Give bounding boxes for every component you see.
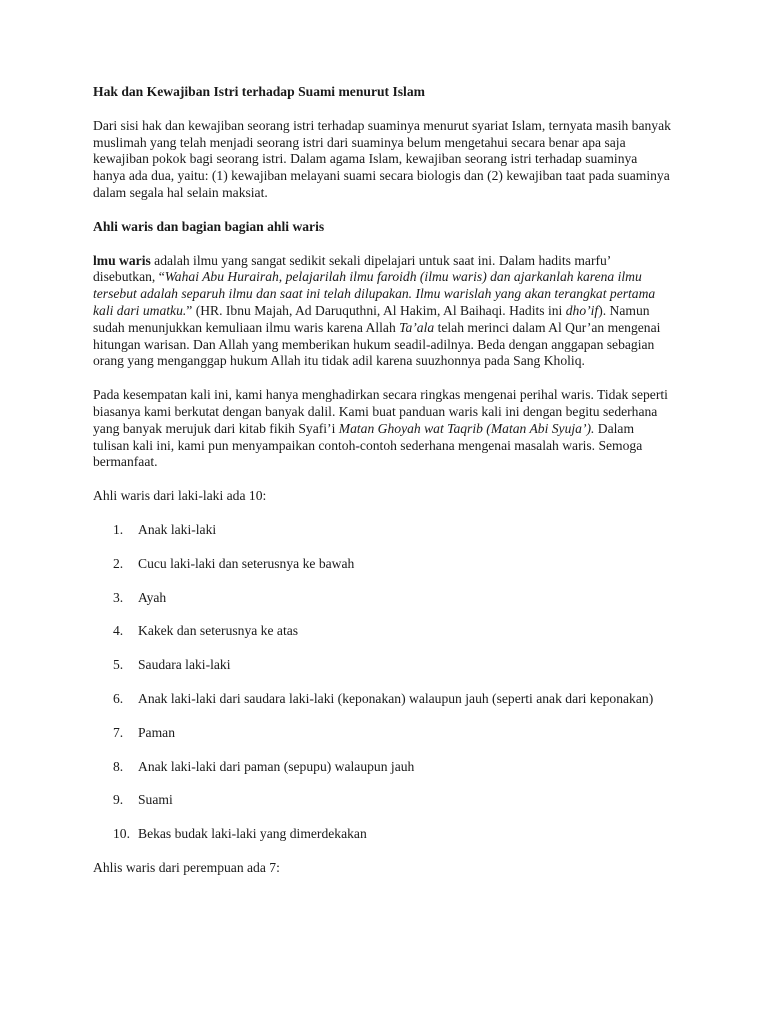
list-number: 7.: [113, 724, 124, 740]
opportunity-paragraph: [93, 387, 673, 471]
list-number: 9.: [113, 792, 124, 808]
list-item-text: Cucu laki-laki dan seterusnya ke bawah: [138, 555, 355, 571]
paragraph-text: ). Namun sudah menunjukkan kemuliaan ilmu waris karena Allah: [93, 302, 650, 335]
list-item: [93, 826, 673, 843]
list-item: [93, 759, 673, 776]
list-item: [93, 657, 673, 674]
list-number: 1.: [113, 521, 124, 537]
paragraph-text: telah merinci dalam Al Qur’an mengenai hitungan warisan. Dan Allah yang memberikan hukum seadil-adilnya. Beda dengan anggapan sebagian orang yang menganggap hukum Allah itu tidak adil karena suuzhonnya pada Sang Kholiq.: [93, 319, 661, 369]
list-item: [93, 623, 673, 640]
hadith-quote: Wahai Abu Hurairah, pelajarilah ilmu faroidh (ilmu waris) dan ajarkanlah karena ilmu tersebut adalah separuh ilmu dan saat ini telah dilupakan. Ilmu warislah yang akan terangkat pertama kali dari umatku.: [93, 269, 656, 318]
list-item: [93, 556, 673, 573]
list-number: 6.: [113, 690, 124, 706]
list-item-text: Suami: [138, 792, 173, 808]
male-heirs-intro: Ahli waris dari laki-laki ada 10:: [93, 488, 267, 504]
hadith-grade: dho’if: [565, 302, 599, 318]
list-item-text: Anak laki-laki dari saudara laki-laki (keponakan) walaupun jauh (seperti anak dari keponakan): [138, 690, 654, 706]
lead-bold-term: lmu waris: [93, 252, 151, 268]
list-item-text: Kakek dan seterusnya ke atas: [138, 623, 299, 639]
paragraph-text: Pada kesempatan kali ini, kami hanya menghadirkan secara ringkas mengenai perihal waris. Tidak seperti biasanya kami berkutat dengan banyak dalil. Kami buat panduan waris kali ini dengan begitu sederhana yang banyak merujuk dari kitab fikih Syafi’i: [93, 387, 668, 436]
list-number: 4.: [113, 623, 124, 639]
ilmu-waris-paragraph: [93, 253, 673, 371]
paragraph-text: ” (HR. Ibnu Majah, Ad Daruquthni, Al Hakim, Al Baihaqi. Hadits ini: [186, 302, 566, 318]
list-item-text: Paman: [138, 724, 175, 740]
list-item-text: Anak laki-laki: [138, 521, 217, 537]
list-number: 3.: [113, 589, 124, 605]
document-title: Hak dan Kewajiban Istri terhadap Suami menurut Islam: [93, 84, 425, 99]
list-item-text: Ayah: [138, 589, 167, 605]
document-page: [93, 84, 673, 894]
list-item: [93, 590, 673, 607]
intro-paragraph: Dari sisi hak dan kewajiban seorang istri terhadap suaminya menurut syariat Islam, ternyata masih banyak muslimah yang telah menjadi seorang istri dari suaminya belum mengetahui secara benar apa saja kewajiban pokok bagi seorang istri. Dalam agama Islam, kewajiban seorang istri terhadap suaminya hanya ada dua, yaitu: (1) kewajiban melayani suami secara biologis dan (2) kewajiban taat pada suaminya dalam segala hal selain maksiat.: [93, 117, 671, 200]
list-item-text: Anak laki-laki dari paman (sepupu) walaupun jauh: [138, 758, 415, 774]
list-item-text: Bekas budak laki-laki yang dimerdekakan: [138, 826, 367, 842]
list-item: [93, 522, 673, 539]
list-item: [93, 725, 673, 742]
book-title: Matan Ghoyah wat Taqrib (Matan Abi Syuja’).: [338, 420, 595, 436]
list-number: 2.: [113, 555, 124, 571]
list-item-text: Saudara laki-laki: [138, 657, 231, 673]
female-heirs-intro: Ahlis waris dari perempuan ada 7:: [93, 859, 280, 875]
list-item: [93, 792, 673, 809]
paragraph-text: adalah ilmu yang sangat sedikit sekali dipelajari untuk saat ini. Dalam hadits marfu’ disebutkan, “: [93, 252, 611, 285]
list-number: 8.: [113, 758, 124, 774]
male-heirs-list: [93, 522, 673, 843]
list-number: 5.: [113, 657, 124, 673]
taala-term: Ta’ala: [399, 319, 435, 335]
section-heading: Ahli waris dan bagian bagian ahli waris: [93, 218, 325, 234]
paragraph-text: Dalam tulisan kali ini, kami pun menyampaikan contoh-contoh sederhana mengenai masalah waris. Semoga bermanfaat.: [93, 420, 643, 470]
list-number: 10.: [113, 826, 130, 842]
list-item: [93, 691, 673, 708]
